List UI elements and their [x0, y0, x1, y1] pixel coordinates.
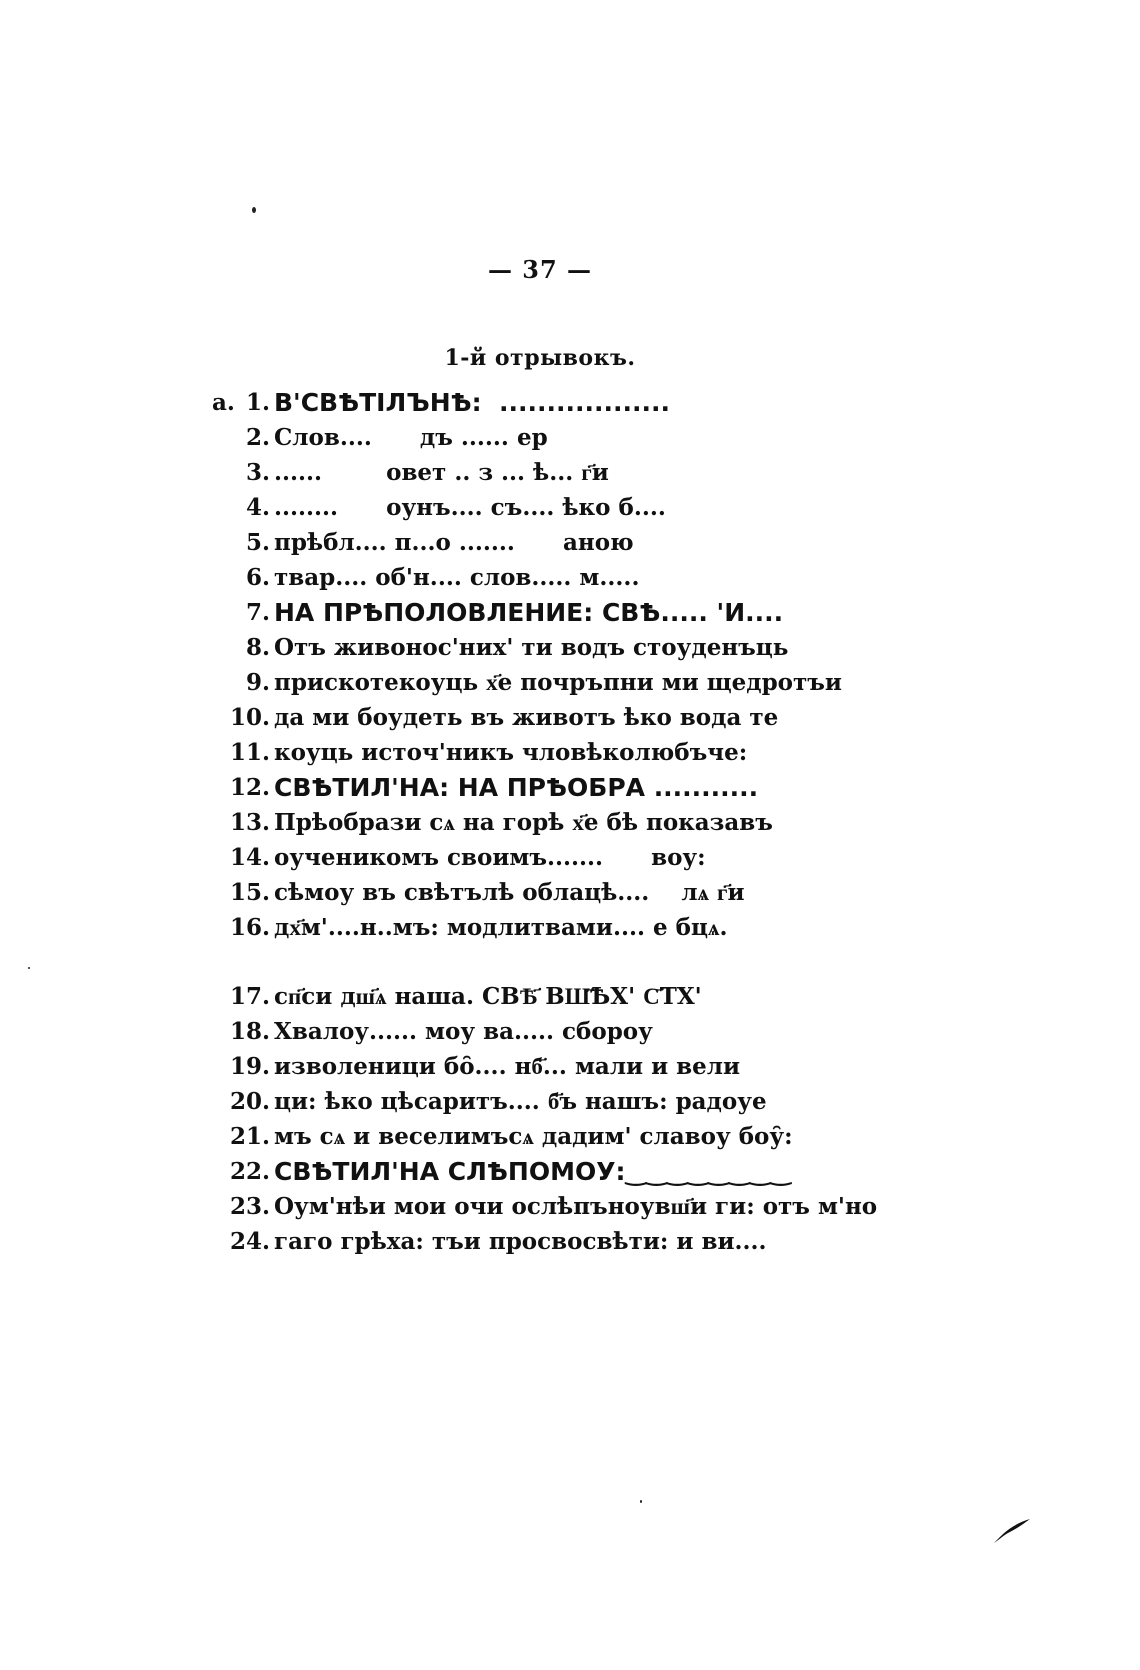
text-line: [0, 1224, 1140, 1260]
text-line: [0, 805, 1140, 841]
line-text: СВѢТИЛ'НА: НА ПРѢОБРА ...........: [274, 773, 759, 802]
line-text: изволеници бо̑.... нб҃... мали и вели: [274, 1053, 741, 1080]
line-text: Слов.... дъ ...... ер: [274, 424, 548, 451]
line-number: 1.: [245, 389, 270, 416]
line-number: 21.: [230, 1123, 271, 1150]
text-line: [0, 1154, 1140, 1190]
line-number: 7.: [245, 599, 270, 626]
line-number: 15.: [230, 879, 271, 906]
text-line: [0, 1119, 1140, 1155]
text-line: [0, 700, 1140, 736]
line-number: 24.: [230, 1228, 271, 1255]
line-text: СВѢТИЛ'НА СЛѢПОМОУ:‿‿‿‿‿‿‿‿: [274, 1157, 792, 1186]
line-text: дх҃м'....н..мъ: модлитвами.... е бцѧ.: [274, 914, 728, 941]
line-number: 8.: [245, 634, 270, 661]
text-line: [0, 1189, 1140, 1225]
text-line: [0, 385, 1140, 421]
ink-speck: [640, 1500, 642, 1503]
line-text: гаго грѣха: тъи просвосвѣти: и ви....: [274, 1228, 767, 1255]
line-number: 6.: [245, 564, 270, 591]
line-number: 22.: [230, 1158, 271, 1185]
text-line: [0, 910, 1140, 946]
line-text: В'СВѢТІЛЪНѢ: ..................: [274, 388, 671, 417]
line-number: 10.: [230, 704, 271, 731]
line-number: 4.: [245, 494, 270, 521]
text-line: [0, 630, 1140, 666]
line-text: Отъ живонос'них' ти водъ стоуденъць: [274, 634, 789, 661]
ink-speck: [28, 967, 30, 969]
line-text: ци: ѣко цѣсаритъ.... б҃ъ нашъ: радоуе: [274, 1088, 767, 1115]
line-text: Хвалоу...... моу ва..... сбороу: [274, 1018, 653, 1045]
line-number: 19.: [230, 1053, 271, 1080]
line-number: 23.: [230, 1193, 271, 1220]
line-number: 13.: [230, 809, 271, 836]
line-text: прискотекоуць х҃е почръпни ми щедротъи: [274, 669, 842, 696]
line-number: 9.: [245, 669, 270, 696]
line-text: сѣмоу въ свѣтълѣ облацѣ.... лѧ г҃и: [274, 879, 745, 906]
line-number: 14.: [230, 844, 271, 871]
text-line: [0, 840, 1140, 876]
line-text: сп҃си дш҃ѧ наша. СВѢ҃ ВШ҃ѢХ' С҃ТХ': [274, 983, 702, 1010]
text-line: [0, 979, 1140, 1015]
text-line: [0, 770, 1140, 806]
quill-mark-icon: [992, 1515, 1032, 1545]
page-number: — 37 —: [487, 255, 593, 284]
line-number: 11.: [230, 739, 271, 766]
line-text: НА ПРѢПОЛОВЛЕНИЕ: СВѢ..... 'И....: [274, 598, 784, 627]
line-text: ........ оунъ.... съ.... ѣко б....: [274, 494, 666, 521]
line-number: 3.: [245, 459, 270, 486]
fragment-title: 1-й отрывокъ.: [444, 345, 636, 371]
text-line: [0, 490, 1140, 526]
section-letter: а.: [212, 389, 235, 416]
line-text: коуць источ'никъ чловѣколюбъче:: [274, 739, 748, 766]
line-number: 16.: [230, 914, 271, 941]
line-number: 18.: [230, 1018, 271, 1045]
text-line: [0, 1049, 1140, 1085]
line-number: 2.: [245, 424, 270, 451]
text-line: [0, 525, 1140, 561]
text-line: [0, 1084, 1140, 1120]
text-line: [0, 1014, 1140, 1050]
text-line: [0, 455, 1140, 491]
line-text: да ми боудеть въ животъ ѣко вода те: [274, 704, 779, 731]
text-line: [0, 560, 1140, 596]
text-line: [0, 595, 1140, 631]
line-text: прѣбл.... п...о ....... аною: [274, 529, 634, 556]
line-text: Прѣобрази сѧ на горѣ х҃е бѣ показавъ: [274, 809, 773, 836]
ink-speck: [252, 207, 256, 213]
line-text: ...... овет .. з ... ѣ... г҃и: [274, 459, 609, 486]
line-text: оученикомъ своимъ....... воу:: [274, 844, 706, 871]
line-number: 20.: [230, 1088, 271, 1115]
text-line: [0, 735, 1140, 771]
text-line: [0, 420, 1140, 456]
line-number: 12.: [230, 774, 271, 801]
line-text: Оум'нѣи мои очи ослѣпъноувш҃и ги: отъ м'но: [274, 1193, 878, 1220]
text-line: [0, 875, 1140, 911]
line-text: твар.... об'н.... слов..... м.....: [274, 564, 640, 591]
line-text: мъ сѧ и веселимъсѧ дадим' славоу боу̑:: [274, 1123, 793, 1150]
text-line: [0, 665, 1140, 701]
line-number: 5.: [245, 529, 270, 556]
line-number: 17.: [230, 983, 271, 1010]
